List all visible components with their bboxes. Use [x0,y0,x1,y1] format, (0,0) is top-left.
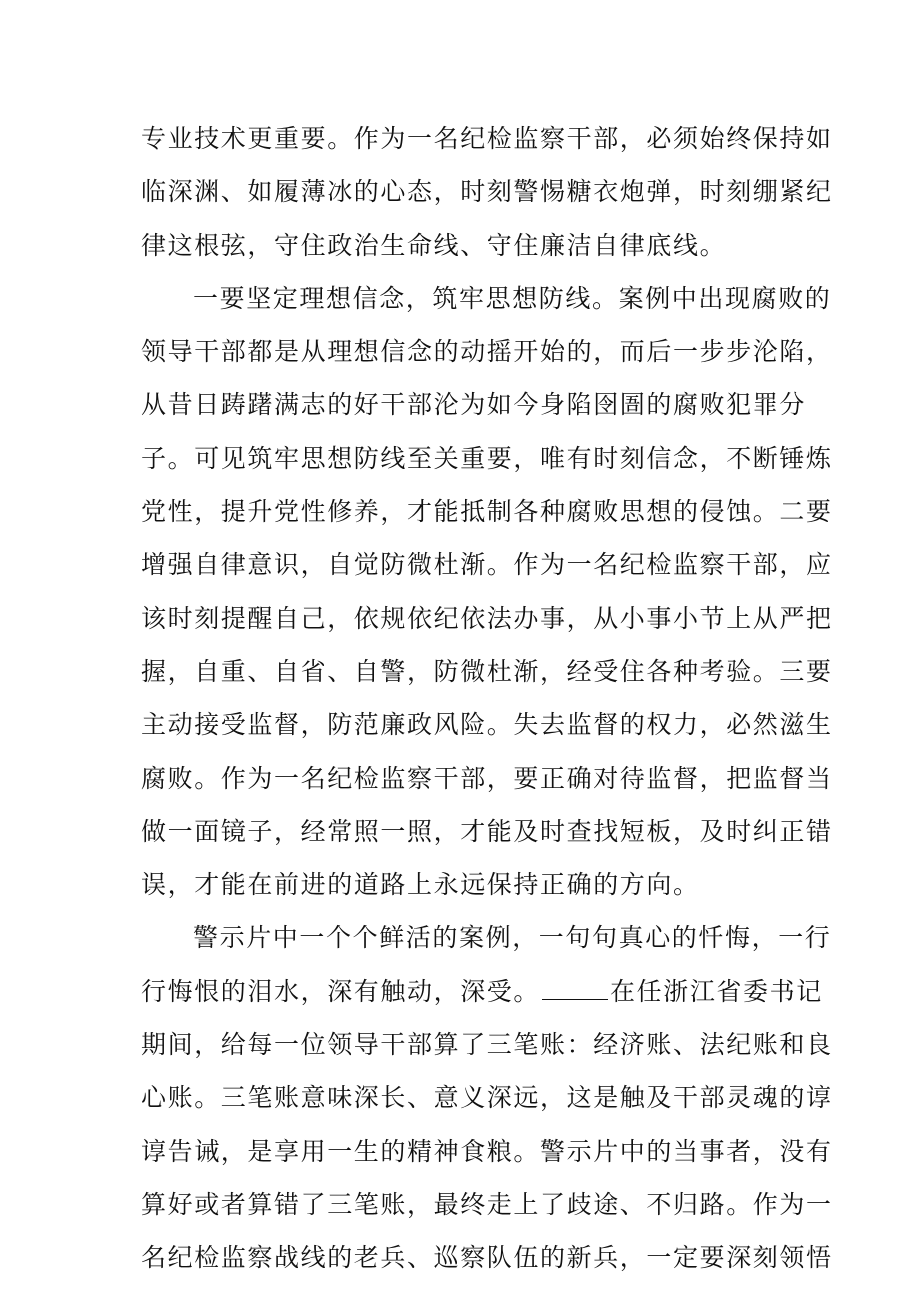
text-line: 该时刻提醒自己，依规依纪依法办事，从小事小节上从严把 [141,603,833,633]
text-line: 临深渊、如履薄冰的心态，时刻警惕糖衣炮弹，时刻绷紧纪 [141,177,833,207]
text-line: 警示片中一个个鲜活的案例，一句句真心的忏悔，一行 [193,923,832,953]
text-line: 握，自重、自省、自警，防微杜渐，经受住各种考验。三要 [141,656,833,686]
text-line: 误，才能在前进的道路上永远保持正确的方向。 [141,870,700,900]
text-line-with-blank [141,965,823,1018]
text-line: 名纪检监察战线的老兵、巡察队伍的新兵，一定要深刻领悟 [141,1243,833,1273]
text-line: 心账。三笔账意味深长、意义深远，这是触及干部灵魂的谆 [141,1083,833,1113]
paragraph-2 [141,272,833,912]
text-line: 律这根弦，守住政治生命线、守住廉洁自律底线。 [141,230,727,260]
text-segment: 在任浙江省委书记 [610,976,823,1006]
text-line: 增强自律意识，自觉防微杜渐。作为一名纪检监察干部，应 [141,550,833,580]
text-line: 谆告诫，是享用一生的精神食粮。警示片中的当事者，没有 [141,1136,833,1166]
text-line: 做一面镜子，经常照一照，才能及时查找短板，及时纠正错 [141,816,833,846]
text-line: 专业技术更重要。作为一名纪检监察干部，必须始终保持如 [141,124,833,153]
paragraph-1 [141,112,833,272]
text-line: 领导干部都是从理想信念的动摇开始的，而后一步步沦陷， [141,337,833,367]
blank-underline [542,977,608,1000]
paragraph-3 [141,911,833,1284]
text-line: 党性，提升党性修养，才能抵制各种腐败思想的侵蚀。二要 [141,497,833,527]
text-line: 主动接受监督，防范廉政风险。失去监督的权力，必然滋生 [141,710,833,740]
text-segment: 行悔恨的泪水，深有触动，深受。 [141,976,541,1006]
text-line: 期间，给每一位领导干部算了三笔账：经济账、法纪账和良 [141,1030,833,1060]
text-line: 腐败。作为一名纪检监察干部，要正确对待监督，把监督当 [141,763,833,793]
document-body [141,112,833,1285]
text-line: 子。可见筑牢思想防线至关重要，唯有时刻信念，不断锤炼 [141,443,833,473]
text-line: 一要坚定理想信念，筑牢思想防线。案例中出现腐败的 [193,283,832,313]
text-line: 从昔日踌躇满志的好干部沦为如今身陷囹圄的腐败犯罪分 [141,390,807,420]
text-line: 算好或者算错了三笔账，最终走上了歧途、不归路。作为一 [141,1189,833,1219]
